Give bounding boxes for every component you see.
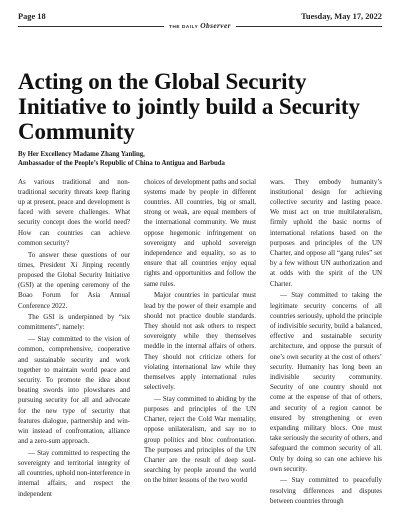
article-title: Acting on the Global Security Initiative to jointly build a Security Community [18,69,360,144]
page-number: Page 18 [18,12,46,21]
paragraph: To answer these questions of our times, President Xi Jinping recently proposed the Global Security Initiative (GSI) at the opening ceremony of the Boao Forum for Asia Annual Conference 2022. [18,250,130,310]
paragraph: wars. They embody humanity’s institutional design for achieving collective security and lasting peace. We must act on true multilateralism, firmly uphold the basic norms of international relations based on the purposes and principles of the UN Charter, and oppose all “gang rules” set by a few without UN authorization and at odds with the spirit of the UN Charter. [270,177,382,288]
issue-date: Tuesday, May 17, 2022 [301,12,382,21]
byline-role: Ambassador of the People’s Republic of China to Antigua and Barbuda [18,159,225,167]
masthead-name: Observer [200,21,231,30]
byline-author: By Her Excellency Madame Zhang Yanling, [18,151,145,158]
paragraph: — Stay committed to peacefully resolving differences and disputes between countries through [270,476,382,505]
paragraph: — Stay committed to abiding by the purposes and principles of the UN Charter, reject the Cold War mentality, oppose unilateralism, and say no to group politics and bloc confrontation. The purposes and principles of the UN Charter are the result of deep soul-searching by people around the world on the bitter lessons of the two world [144,394,256,485]
article-column-3 [270,177,382,507]
paragraph: Major countries in particular must lead by the power of their example and should not practice double standards. They should not ask others to respect sovereignty while they themselves meddle in the internal affairs of others. They should not criticize others for violating international law while they themselves apply international rules selectively. [144,291,256,392]
paragraph: The GSI is underpinned by “six commitments”, namely: [18,313,130,332]
paragraph: — Stay committed to taking the legitimate security concerns of all countries seriously, uphold the principle of indivisible security, build a balanced, effective and sustainable security architecture, and oppose the pursuit of one’s own security at the cost of others’ security. Humanity has long been an indivisible security community. Security of one country should not come at the expense of that of others, and security of a region cannot be ensured by strengthening or even expanding military blocs. One must take seriously the security of others, and safeguard the common security of all. Only by doing so can one achieve his own security. [270,291,382,473]
article-column-2 [144,177,256,507]
article-body [18,177,382,507]
paragraph: — Stay committed to the vision of common, comprehensive, cooperative and sustainable security and work together to maintain world peace and security. To promote the idea about beating swords into plowshares and pursuing security for all and advocate for the new type of security that features dialogue, partnership and win-win instead of confrontation, alliance and a zero-sum approach. [18,335,130,446]
paragraph: choices of development paths and social systems made by people in different countries. All countries, big or small, strong or weak, are equal members of the international community. We must oppose hegemonic infringement on sovereignty and uphold sovereign independence and equality, so as to ensure that all countries enjoy equal rights and opportunities and follow the same rules. [144,177,256,288]
article-byline [18,151,382,169]
masthead-the: THE DAILY [169,24,199,29]
page-header [18,12,382,21]
article-column-1 [18,177,130,507]
header-rule [18,23,382,31]
masthead [164,22,236,31]
paragraph: — Stay committed to respecting the sovereignty and territorial integrity of all countries, uphold non-interference in internal affairs, and respect the independent [18,448,130,498]
paragraph: As various traditional and non-traditional security threats keep flaring up at present, peace and development is faced with severe challenges. What security concept does the world need? How can countries can achieve common security? [18,177,130,247]
